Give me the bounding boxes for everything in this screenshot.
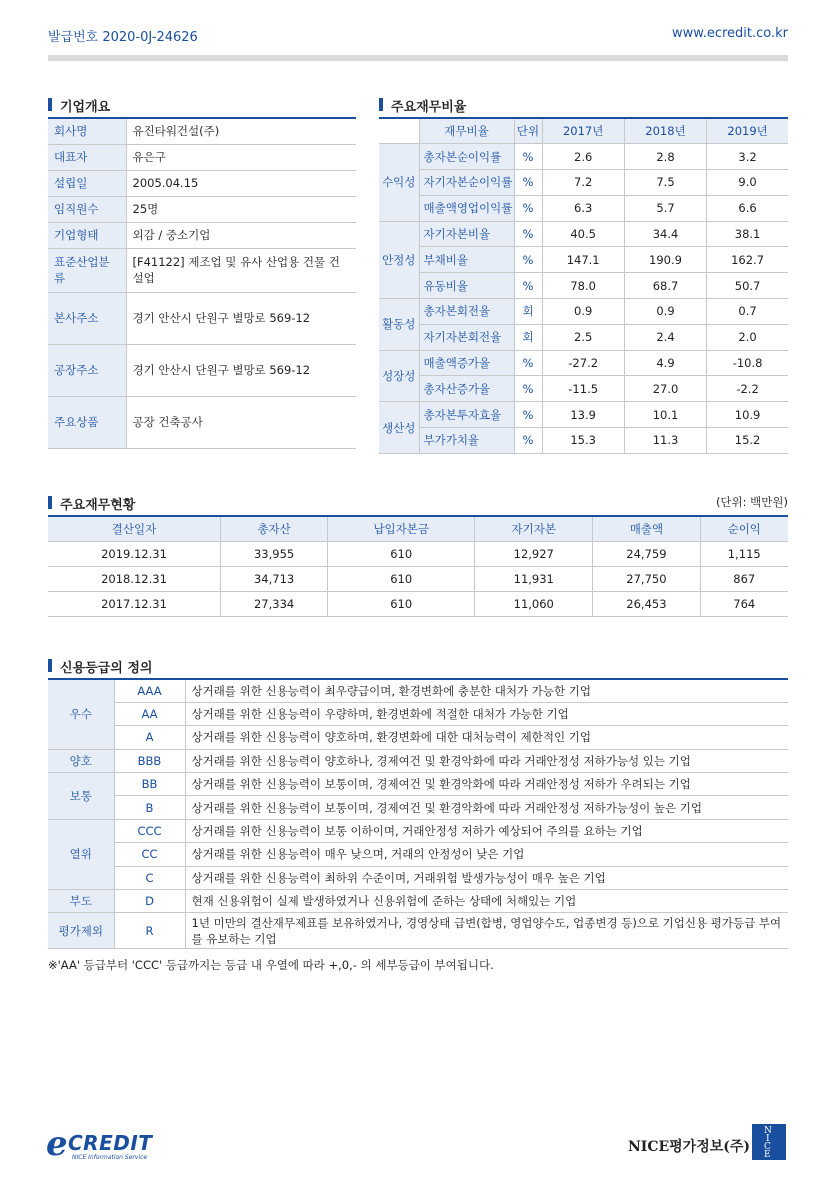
grade-description: 1년 미만의 결산재무제표를 보유하였거나, 경영상태 급변(합병, 영업양수도, 업종변경 등)으로 기업신용 평가등급 부여를 유보하는 기업	[185, 913, 788, 949]
overview-row	[48, 292, 356, 344]
grades-footnote: ※'AA' 등급부터 'CCC' 등급까지는 등급 내 우열에 따라 +,0,- 의 세부등급이 부여됩니다.	[48, 958, 494, 972]
grade-code: BBB	[114, 749, 185, 772]
issue-number: 발급번호 2020-0J-24626	[48, 30, 198, 45]
grade-row	[48, 773, 788, 796]
overview-row	[48, 144, 356, 170]
financials-cell: 34,713	[221, 566, 328, 591]
overview-label: 설립일	[48, 170, 126, 196]
ratios-header-cell: 2018년	[624, 118, 706, 144]
ratio-value-2017: 2.5	[542, 324, 624, 350]
ratio-unit: %	[514, 144, 542, 170]
ratio-value-2017: -27.2	[542, 350, 624, 376]
ratio-value-2017: 78.0	[542, 273, 624, 299]
grade-row	[48, 890, 788, 913]
financials-header-cell: 납입자본금	[328, 516, 475, 541]
ratios-row	[379, 170, 788, 196]
grade-code: C	[114, 866, 185, 889]
grades-title: 신용등급의 정의	[48, 657, 152, 676]
grade-description: 상거래를 위한 신용능력이 양호하나, 경제여건 및 환경악화에 따라 거래안정성 저하가능성 있는 기업	[185, 749, 788, 772]
ratio-value-2019: 38.1	[707, 221, 788, 247]
ratio-value-2019: 162.7	[707, 247, 788, 273]
ratios-table	[379, 117, 788, 454]
grade-category: 부도	[48, 890, 114, 913]
grade-row	[48, 819, 788, 842]
overview-title: 기업개요	[48, 96, 110, 115]
ratio-value-2018: 34.4	[624, 221, 706, 247]
ratio-name: 자기자본비율	[419, 221, 514, 247]
ratio-name: 총자본회전율	[419, 299, 514, 325]
ratios-row	[379, 247, 788, 273]
grade-code: BB	[114, 773, 185, 796]
ratio-value-2019: 10.9	[707, 402, 788, 428]
financials-header-cell: 매출액	[593, 516, 700, 541]
ratio-value-2017: 147.1	[542, 247, 624, 273]
grade-description: 상거래를 위한 신용능력이 최하위 수준이며, 거래위험 발생가능성이 매우 높은 기업	[185, 866, 788, 889]
ratio-value-2018: 10.1	[624, 402, 706, 428]
grade-description: 상거래를 위한 신용능력이 양호하며, 환경변화에 대한 대처능력이 제한적인 기업	[185, 726, 788, 749]
ratio-unit: %	[514, 350, 542, 376]
ecredit-logo	[46, 1124, 158, 1164]
grade-code: B	[114, 796, 185, 819]
financials-cell: 2018.12.31	[48, 566, 221, 591]
header-divider	[48, 55, 788, 61]
ratio-name: 유동비율	[419, 273, 514, 299]
overview-row	[48, 344, 356, 396]
grade-category: 양호	[48, 749, 114, 772]
grade-code: CCC	[114, 819, 185, 842]
financials-cell: 27,334	[221, 591, 328, 616]
ratio-unit: 회	[514, 299, 542, 325]
ratio-value-2019: 6.6	[707, 195, 788, 221]
financials-cell: 12,927	[475, 541, 593, 566]
overview-value: 2005.04.15	[126, 170, 356, 196]
ratio-unit: %	[514, 195, 542, 221]
ratio-name: 매출액증가율	[419, 350, 514, 376]
overview-value: 유은구	[126, 144, 356, 170]
ratio-value-2017: 13.9	[542, 402, 624, 428]
ratio-name: 자기자본회전율	[419, 324, 514, 350]
ecredit-logo-subtitle: NICE Information Service	[72, 1154, 148, 1161]
ratio-value-2018: 7.5	[624, 170, 706, 196]
ratio-value-2018: 27.0	[624, 376, 706, 402]
financials-cell: 764	[700, 591, 788, 616]
ratio-value-2019: 3.2	[707, 144, 788, 170]
ratio-unit: 회	[514, 324, 542, 350]
financials-row	[48, 591, 788, 616]
grade-row	[48, 679, 788, 702]
ratios-group-label: 성장성	[379, 350, 419, 402]
financials-cell: 2019.12.31	[48, 541, 221, 566]
overview-label: 주요상품	[48, 396, 126, 448]
grade-row	[48, 866, 788, 889]
overview-label: 공장주소	[48, 344, 126, 396]
ratios-group-label: 안정성	[379, 221, 419, 298]
overview-label: 기업형태	[48, 222, 126, 248]
nice-logo-letter: I	[766, 1134, 770, 1144]
grade-category: 열위	[48, 819, 114, 889]
ratios-row	[379, 402, 788, 428]
ecredit-logo-letter: e	[46, 1124, 68, 1164]
financials-cell: 33,955	[221, 541, 328, 566]
overview-value: 경기 안산시 단원구 별망로 569-12	[126, 344, 356, 396]
overview-label: 회사명	[48, 118, 126, 144]
financials-cell: 610	[328, 566, 475, 591]
grade-row	[48, 749, 788, 772]
ratio-value-2019: -2.2	[707, 376, 788, 402]
financials-unit-note: (단위: 백만원)	[715, 495, 788, 509]
grade-code: R	[114, 913, 185, 949]
grade-description: 상거래를 위한 신용능력이 보통이며, 경제여건 및 환경악화에 따라 거래안정성 저하가능성이 높은 기업	[185, 796, 788, 819]
grade-category: 평가제외	[48, 913, 114, 949]
grade-description: 상거래를 위한 신용능력이 최우량급이며, 환경변화에 충분한 대처가 가능한 기업	[185, 679, 788, 702]
ratios-header-cell: 재무비율	[419, 118, 514, 144]
ratio-unit: %	[514, 170, 542, 196]
ratio-value-2017: 7.2	[542, 170, 624, 196]
ratio-value-2017: 0.9	[542, 299, 624, 325]
grade-row	[48, 702, 788, 725]
ratios-row	[379, 324, 788, 350]
ratios-group-label: 생산성	[379, 402, 419, 454]
grade-description: 현재 신용위험이 실제 발생하였거나 신용위험에 준하는 상태에 처해있는 기업	[185, 890, 788, 913]
financials-cell: 11,931	[475, 566, 593, 591]
grade-code: CC	[114, 843, 185, 866]
overview-label: 임직원수	[48, 196, 126, 222]
ratio-value-2018: 2.8	[624, 144, 706, 170]
nice-logo-box	[752, 1124, 786, 1160]
overview-value: 유진타워건설(주)	[126, 118, 356, 144]
overview-label: 표준산업분류	[48, 248, 126, 292]
ratio-value-2018: 4.9	[624, 350, 706, 376]
ratio-value-2019: 0.7	[707, 299, 788, 325]
ratio-value-2018: 190.9	[624, 247, 706, 273]
ratio-name: 총자산증가율	[419, 376, 514, 402]
overview-value: 25명	[126, 196, 356, 222]
ratio-value-2018: 11.3	[624, 428, 706, 454]
ratio-unit: %	[514, 247, 542, 273]
ratio-value-2018: 5.7	[624, 195, 706, 221]
financials-cell: 24,759	[593, 541, 700, 566]
ratios-title: 주요재무비율	[379, 96, 466, 115]
overview-value: 경기 안산시 단원구 별망로 569-12	[126, 292, 356, 344]
ratio-value-2019: 50.7	[707, 273, 788, 299]
overview-label: 본사주소	[48, 292, 126, 344]
ratio-unit: %	[514, 428, 542, 454]
grade-code: AAA	[114, 679, 185, 702]
ratio-name: 총자본투자효율	[419, 402, 514, 428]
financials-cell: 27,750	[593, 566, 700, 591]
grade-description: 상거래를 위한 신용능력이 보통이며, 경제여건 및 환경악화에 따라 거래안정성 저하가 우려되는 기업	[185, 773, 788, 796]
overview-row	[48, 196, 356, 222]
overview-row	[48, 396, 356, 448]
financials-header-cell: 자기자본	[475, 516, 593, 541]
ratio-name: 부가가치율	[419, 428, 514, 454]
financials-cell: 867	[700, 566, 788, 591]
ratio-value-2019: 9.0	[707, 170, 788, 196]
financials-table	[48, 515, 788, 617]
ratio-name: 부채비율	[419, 247, 514, 273]
overview-table	[48, 117, 356, 449]
ratio-value-2017: 40.5	[542, 221, 624, 247]
ratio-value-2018: 68.7	[624, 273, 706, 299]
site-url[interactable]: www.ecredit.co.kr	[671, 26, 788, 41]
ratio-value-2019: -10.8	[707, 350, 788, 376]
ratio-value-2018: 0.9	[624, 299, 706, 325]
overview-value: [F41122] 제조업 및 유사 산업용 건물 건설업	[126, 248, 356, 292]
overview-row	[48, 248, 356, 292]
ratio-unit: %	[514, 221, 542, 247]
financials-row	[48, 541, 788, 566]
ratios-header-cell: 2019년	[707, 118, 788, 144]
grade-category: 우수	[48, 679, 114, 749]
overview-label: 대표자	[48, 144, 126, 170]
grade-code: D	[114, 890, 185, 913]
ratio-unit: %	[514, 402, 542, 428]
ratios-header-cell: 단위	[514, 118, 542, 144]
grade-row	[48, 913, 788, 949]
grade-row	[48, 843, 788, 866]
ratio-value-2017: -11.5	[542, 376, 624, 402]
grade-description: 상거래를 위한 신용능력이 보통 이하이며, 거래안정성 저하가 예상되어 주의를 요하는 기업	[185, 819, 788, 842]
ratio-unit: %	[514, 273, 542, 299]
ratios-row	[379, 195, 788, 221]
grade-code: A	[114, 726, 185, 749]
ratio-value-2017: 6.3	[542, 195, 624, 221]
nice-logo-letter: N	[764, 1126, 772, 1136]
financials-header-cell: 총자산	[221, 516, 328, 541]
overview-value: 외감 / 중소기업	[126, 222, 356, 248]
grade-code: AA	[114, 702, 185, 725]
ratios-header-blank	[379, 118, 419, 144]
grade-description: 상거래를 위한 신용능력이 매우 낮으며, 거래의 안정성이 낮은 기업	[185, 843, 788, 866]
ratio-value-2018: 2.4	[624, 324, 706, 350]
ratio-value-2017: 2.6	[542, 144, 624, 170]
nice-logo-letter: E	[764, 1150, 771, 1160]
financials-cell: 610	[328, 541, 475, 566]
nice-company-name: NICE평가정보(주)	[628, 1139, 751, 1155]
overview-value: 공장 건축공사	[126, 396, 356, 448]
ratio-name: 총자본순이익률	[419, 144, 514, 170]
financials-title: 주요재무현황	[48, 494, 135, 513]
ratios-row	[379, 221, 788, 247]
ratios-group-label: 활동성	[379, 299, 419, 351]
ratio-unit: %	[514, 376, 542, 402]
ratio-value-2017: 15.3	[542, 428, 624, 454]
overview-row	[48, 170, 356, 196]
financials-row	[48, 566, 788, 591]
ratios-row	[379, 350, 788, 376]
ecredit-logo-word: CREDIT	[68, 1131, 153, 1155]
financials-header-cell: 순이익	[700, 516, 788, 541]
ratio-value-2019: 15.2	[707, 428, 788, 454]
ratios-row	[379, 273, 788, 299]
nice-logo-letter: C	[764, 1142, 771, 1152]
grade-description: 상거래를 위한 신용능력이 우량하며, 환경변화에 적절한 대처가 가능한 기업	[185, 702, 788, 725]
overview-row	[48, 222, 356, 248]
grades-table	[48, 678, 788, 949]
ratios-row	[379, 144, 788, 170]
grade-category: 보통	[48, 773, 114, 820]
financials-cell: 610	[328, 591, 475, 616]
ratio-name: 자기자본순이익률	[419, 170, 514, 196]
financials-cell: 26,453	[593, 591, 700, 616]
financials-header-cell: 결산일자	[48, 516, 221, 541]
financials-cell: 11,060	[475, 591, 593, 616]
ratio-name: 매출액영업이익률	[419, 195, 514, 221]
top-header	[48, 26, 788, 46]
financials-cell: 2017.12.31	[48, 591, 221, 616]
overview-row	[48, 118, 356, 144]
ratios-header-cell: 2017년	[542, 118, 624, 144]
ratios-row	[379, 299, 788, 325]
ratios-group-label: 수익성	[379, 144, 419, 221]
grade-row	[48, 796, 788, 819]
ratio-value-2019: 2.0	[707, 324, 788, 350]
grade-row	[48, 726, 788, 749]
ratios-row	[379, 376, 788, 402]
financials-cell: 1,115	[700, 541, 788, 566]
ratios-row	[379, 428, 788, 454]
